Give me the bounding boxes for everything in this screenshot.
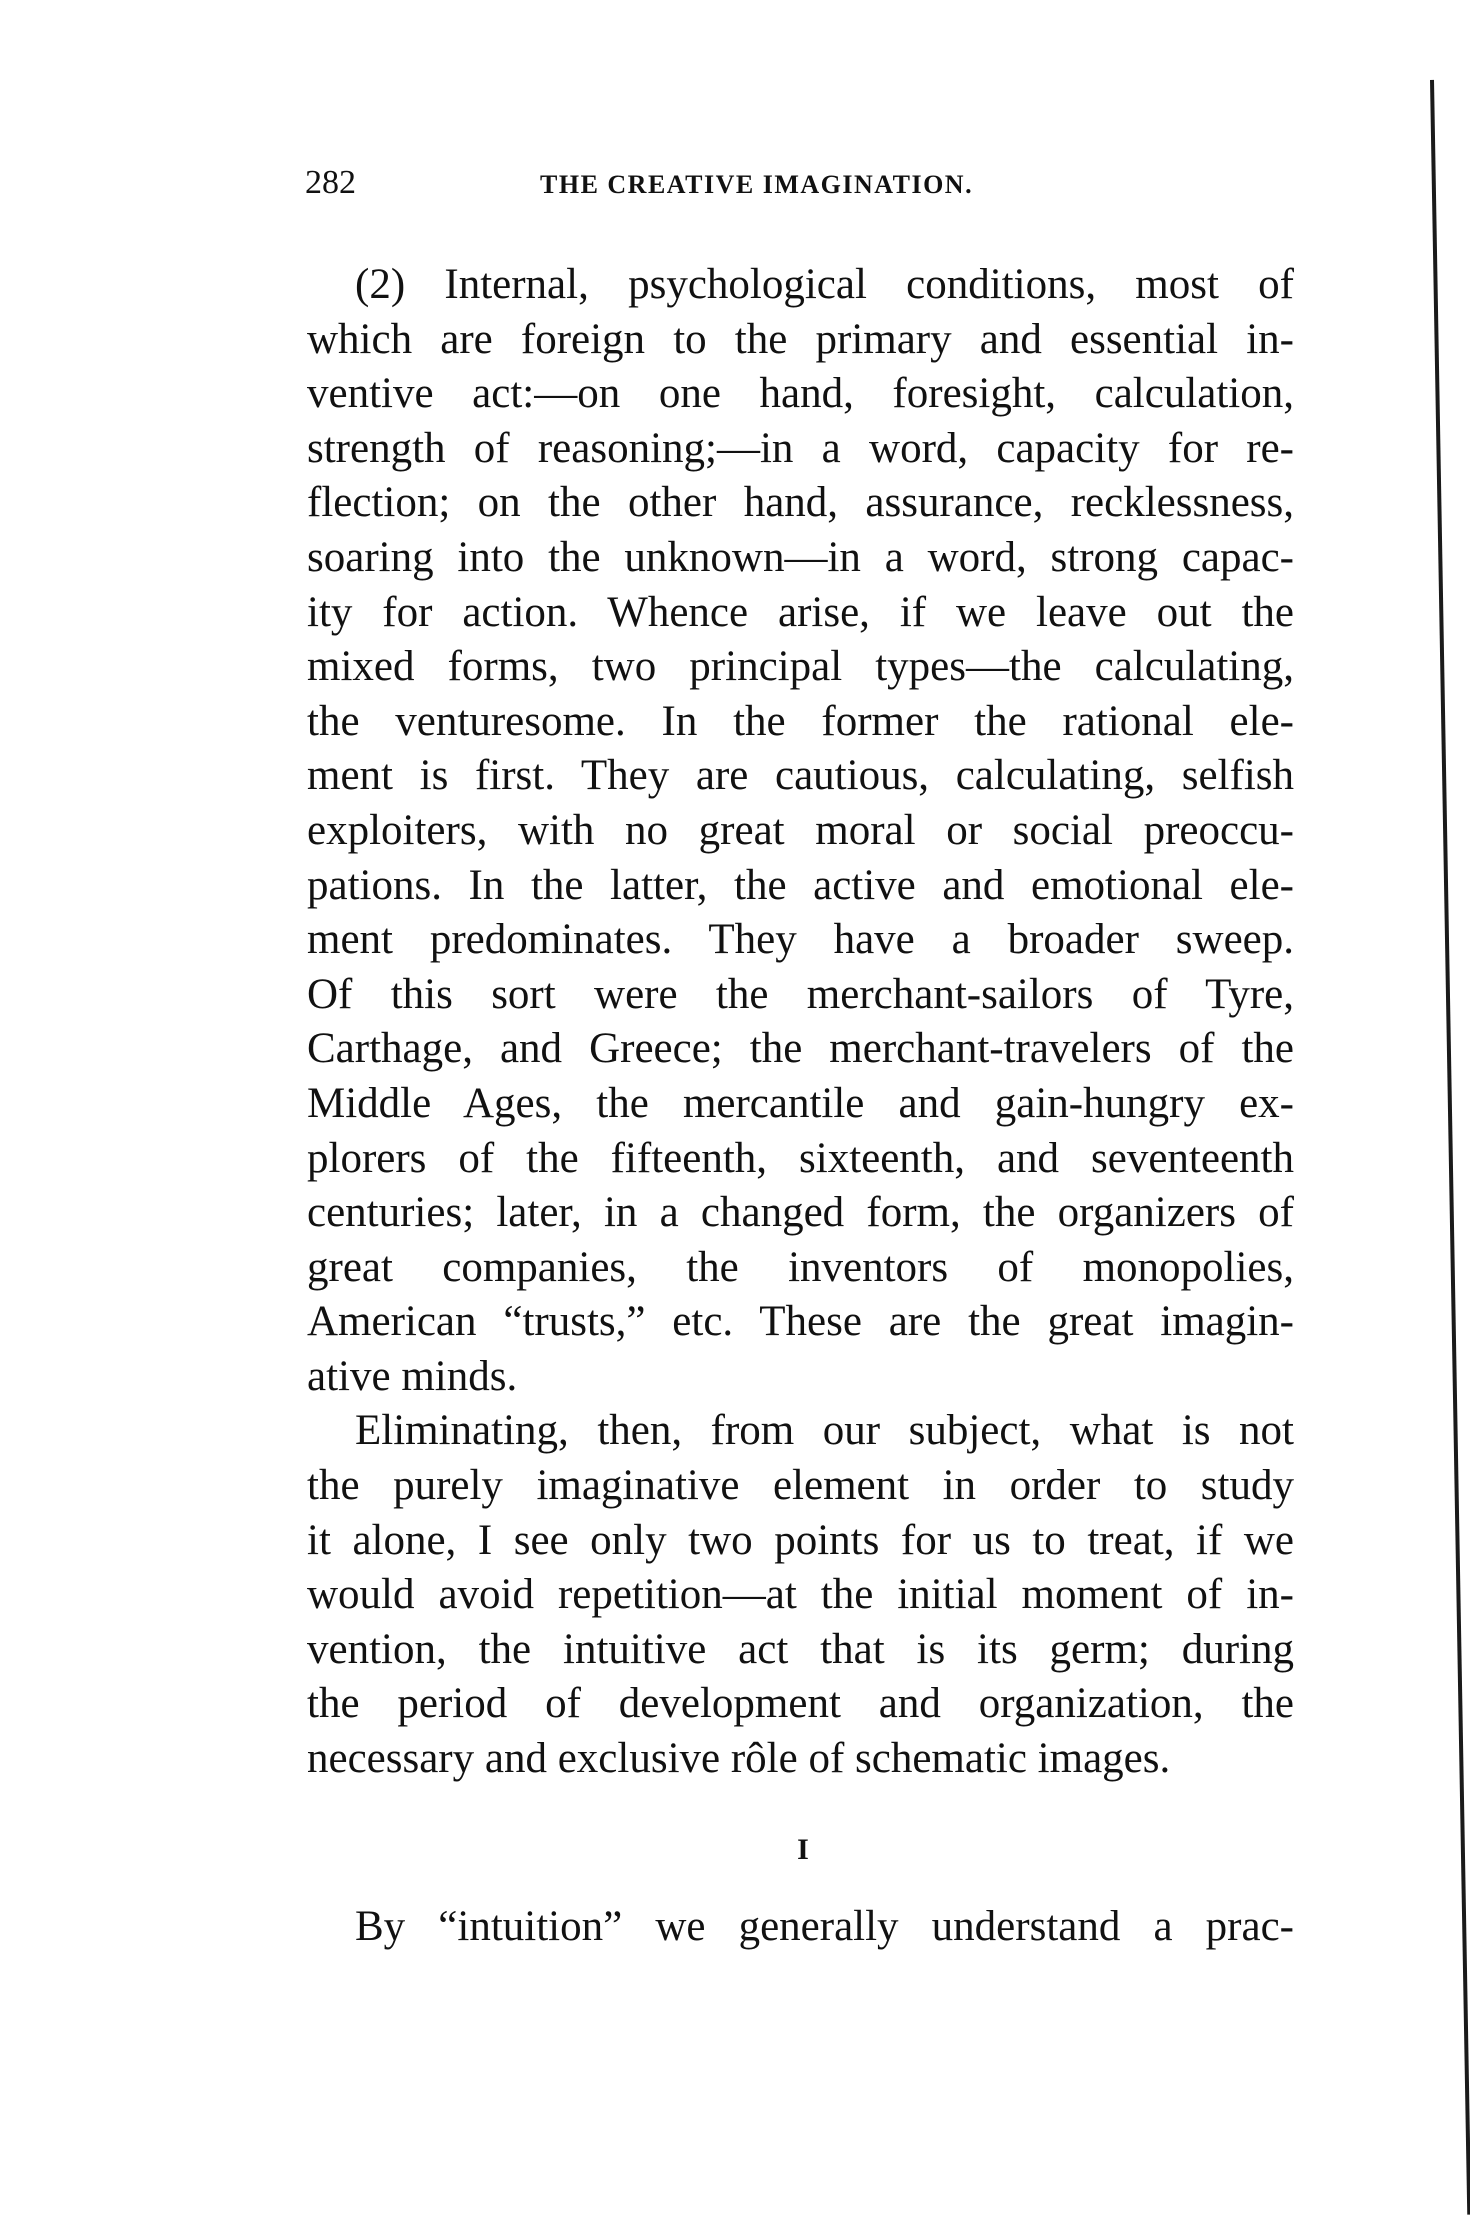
paragraph-2-line: Eliminating, then, from our subject, what is not [355, 1407, 1294, 1455]
paragraph-1-line: ment is first. They are cautious, calculating, selfish [307, 752, 1294, 800]
paragraph-1-line: centuries; later, in a changed form, the organizers of [307, 1189, 1294, 1237]
paragraph-1-line: Carthage, and Greece; the merchant-travelers of the [307, 1025, 1294, 1073]
paragraph-1-line: exploiters, with no great moral or social preoccu- [307, 806, 1294, 854]
paragraph-1-line: American “trusts,” etc. These are the great imagin- [307, 1298, 1294, 1346]
paragraph-1-line: ity for action. Whence arise, if we leave out the [307, 588, 1294, 636]
section-body [307, 1900, 1294, 1955]
paragraph-2-line: the period of development and organization, the [307, 1680, 1294, 1728]
paragraph-2-line: the purely imaginative element in order to study [307, 1462, 1294, 1510]
paragraph-1-line: plorers of the fifteenth, sixteenth, and seventeenth [307, 1134, 1294, 1182]
page-edge-line [1430, 80, 1470, 2215]
paragraph-1-line: strength of reasoning;—in a word, capacity for re- [307, 424, 1294, 472]
paragraph-1-line: the venturesome. In the former the rational ele- [307, 697, 1294, 745]
running-head [305, 163, 1065, 203]
paragraph-2-line: necessary and exclusive rôle of schematic images. [307, 1735, 1171, 1783]
paragraph-1-line: ative minds. [307, 1352, 518, 1400]
paragraph-1-line: (2) Internal, psychological conditions, most of [355, 261, 1294, 308]
paragraph-1-line: pations. In the latter, the active and emotional ele- [307, 861, 1294, 909]
paragraph-1-line: ment predominates. They have a broader sweep. [307, 916, 1294, 964]
section-number: I [797, 1833, 809, 1866]
paragraph-2-line: it alone, I see only two points for us to treat, if we [307, 1516, 1294, 1564]
paragraph-1-line: Of this sort were the merchant-sailors of Tyre, [307, 970, 1294, 1018]
paragraph-2-line: would avoid repetition—at the initial moment of in- [307, 1571, 1294, 1619]
paragraph-1-line: which are foreign to the primary and essential in- [307, 315, 1294, 363]
paragraph-1-line: ventive act:—on one hand, foresight, calculation, [307, 370, 1294, 418]
paragraph-1-line: soaring into the unknown—in a word, strong capac- [307, 533, 1294, 581]
paragraph-1-line: flection; on the other hand, assurance, recklessness, [307, 479, 1294, 527]
page-number: 282 [305, 164, 356, 201]
paragraph-1-line: mixed forms, two principal types—the calculating, [307, 643, 1294, 691]
body-text [307, 258, 1294, 1787]
running-title: THE CREATIVE IMAGINATION. [540, 170, 974, 199]
paragraph-1-line: Middle Ages, the mercantile and gain-hungry ex- [307, 1079, 1294, 1127]
paragraph-2-line: vention, the intuitive act that is its germ; during [307, 1625, 1294, 1673]
paragraph-1-line: great companies, the inventors of monopolies, [307, 1243, 1294, 1291]
section-first-line: By “intuition” we generally understand a prac- [355, 1903, 1294, 1950]
